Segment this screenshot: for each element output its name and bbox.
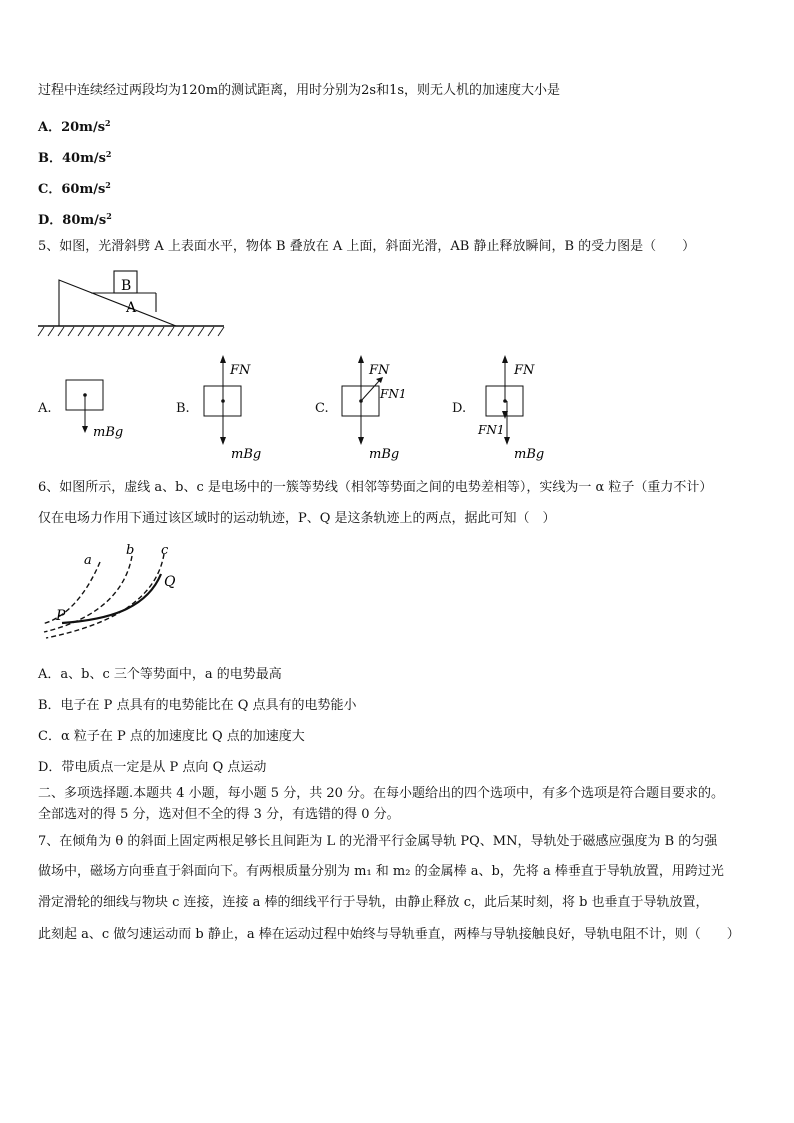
q5-force-diagram-c[interactable] [336,352,426,464]
q6-stem-line2: 仅在电场力作用下通过该区域时的运动轨迹，P、Q 是这条轨迹上的两点，据此可知（ ） [38,511,556,526]
svg-text:mBg: mBg [514,447,545,462]
q6-option-c[interactable]: C．α 粒子在 P 点的加速度比 Q 点的加速度大 [38,729,305,744]
q7-stem-line3: 滑定滑轮的细线与物块 c 连接，连接 a 棒的细线平行于导轨，由静止释放 c，此后某时刻，将 b 也垂直于导轨放置， [38,895,709,910]
q5-force-diagram-b[interactable] [198,352,278,464]
block-a-label: A [126,300,137,316]
svg-text:P: P [56,608,66,624]
block-b-label: B [121,278,132,294]
q7-stem-line2: 做场中，磁场方向垂直于斜面向下。有两根质量分别为 m₁ 和 m₂ 的金属棒 a、b，先将 a 棒垂直于导轨放置，用跨过光 [38,864,724,879]
section2-heading-line2: 全部选对的得 5 分，选对但不全的得 3 分，有选错的得 0 分。 [38,807,400,822]
q4-option-b[interactable]: B．$40m/s^2$ [38,149,112,166]
q5-choice-c-label[interactable]: C. [315,401,329,416]
svg-text:FN: FN [230,363,251,378]
q4-option-a[interactable]: A．$20m/s^2$ [38,118,111,135]
svg-text:mBg: mBg [93,425,124,440]
q5-choice-a-label[interactable]: A. [38,401,52,416]
svg-text:b: b [126,543,135,558]
q5-stem: 5、如图，光滑斜劈 A 上表面水平，物体 B 叠放在 A 上面，斜面光滑，AB 静止释放瞬间，B 的受力图是（ ） [38,239,696,254]
q5-incline-figure [36,268,226,340]
q6-option-b[interactable]: B．电子在 P 点具有的电势能比在 Q 点具有的电势能小 [38,698,357,713]
svg-text:a: a [84,553,92,568]
svg-text:FN1: FN1 [478,423,505,437]
q5-choice-b-label[interactable]: B. [176,401,190,416]
q6-option-d[interactable]: D．带电质点一定是从 P 点向 Q 点运动 [38,760,267,775]
svg-text:mBg: mBg [369,447,400,462]
q6-field-figure [36,540,196,645]
section2-heading-line1: 二、多项选择题.本题共 4 小题，每小题 5 分，共 20 分。在每小题给出的四个选项中，有多个选项是符合题目要求的。 [38,786,725,801]
q6-stem-line1: 6、如图所示，虚线 a、b、c 是电场中的一簇等势线（相邻等势面之间的电势差相等），实线为一 α 粒子（重力不计） [38,480,713,495]
q4-option-d[interactable]: D．$80m/s^2$ [38,211,112,228]
q7-stem-line4: 此刻起 a、c 做匀速运动而 b 静止，a 棒在运动过程中始终与导轨垂直，两棒与导轨接触良好，导轨电阻不计，则（ ） [38,927,740,942]
q4-tail-text: 过程中连续经过两段均为120m的测试距离，用时分别为2s和1s，则无人机的加速度大小是 [38,83,561,98]
q4-option-c[interactable]: C．$60m/s^2$ [38,180,111,197]
q5-choice-d-label[interactable]: D. [452,401,467,416]
svg-text:Q: Q [164,574,176,590]
q5-force-diagram-a[interactable] [60,370,150,444]
svg-text:FN1: FN1 [380,387,407,401]
q7-stem-line1: 7、在倾角为 θ 的斜面上固定两根足够长且间距为 L 的光滑平行金属导轨 PQ、MN，导轨处于磁感应强度为 B 的匀强 [38,834,718,849]
q6-option-a[interactable]: A．a、b、c 三个等势面中，a 的电势最高 [38,667,282,682]
svg-text:mBg: mBg [231,447,262,462]
svg-text:FN: FN [369,363,390,378]
q5-force-diagram-d[interactable] [476,352,566,464]
svg-text:FN: FN [514,363,535,378]
svg-text:c: c [161,543,169,558]
